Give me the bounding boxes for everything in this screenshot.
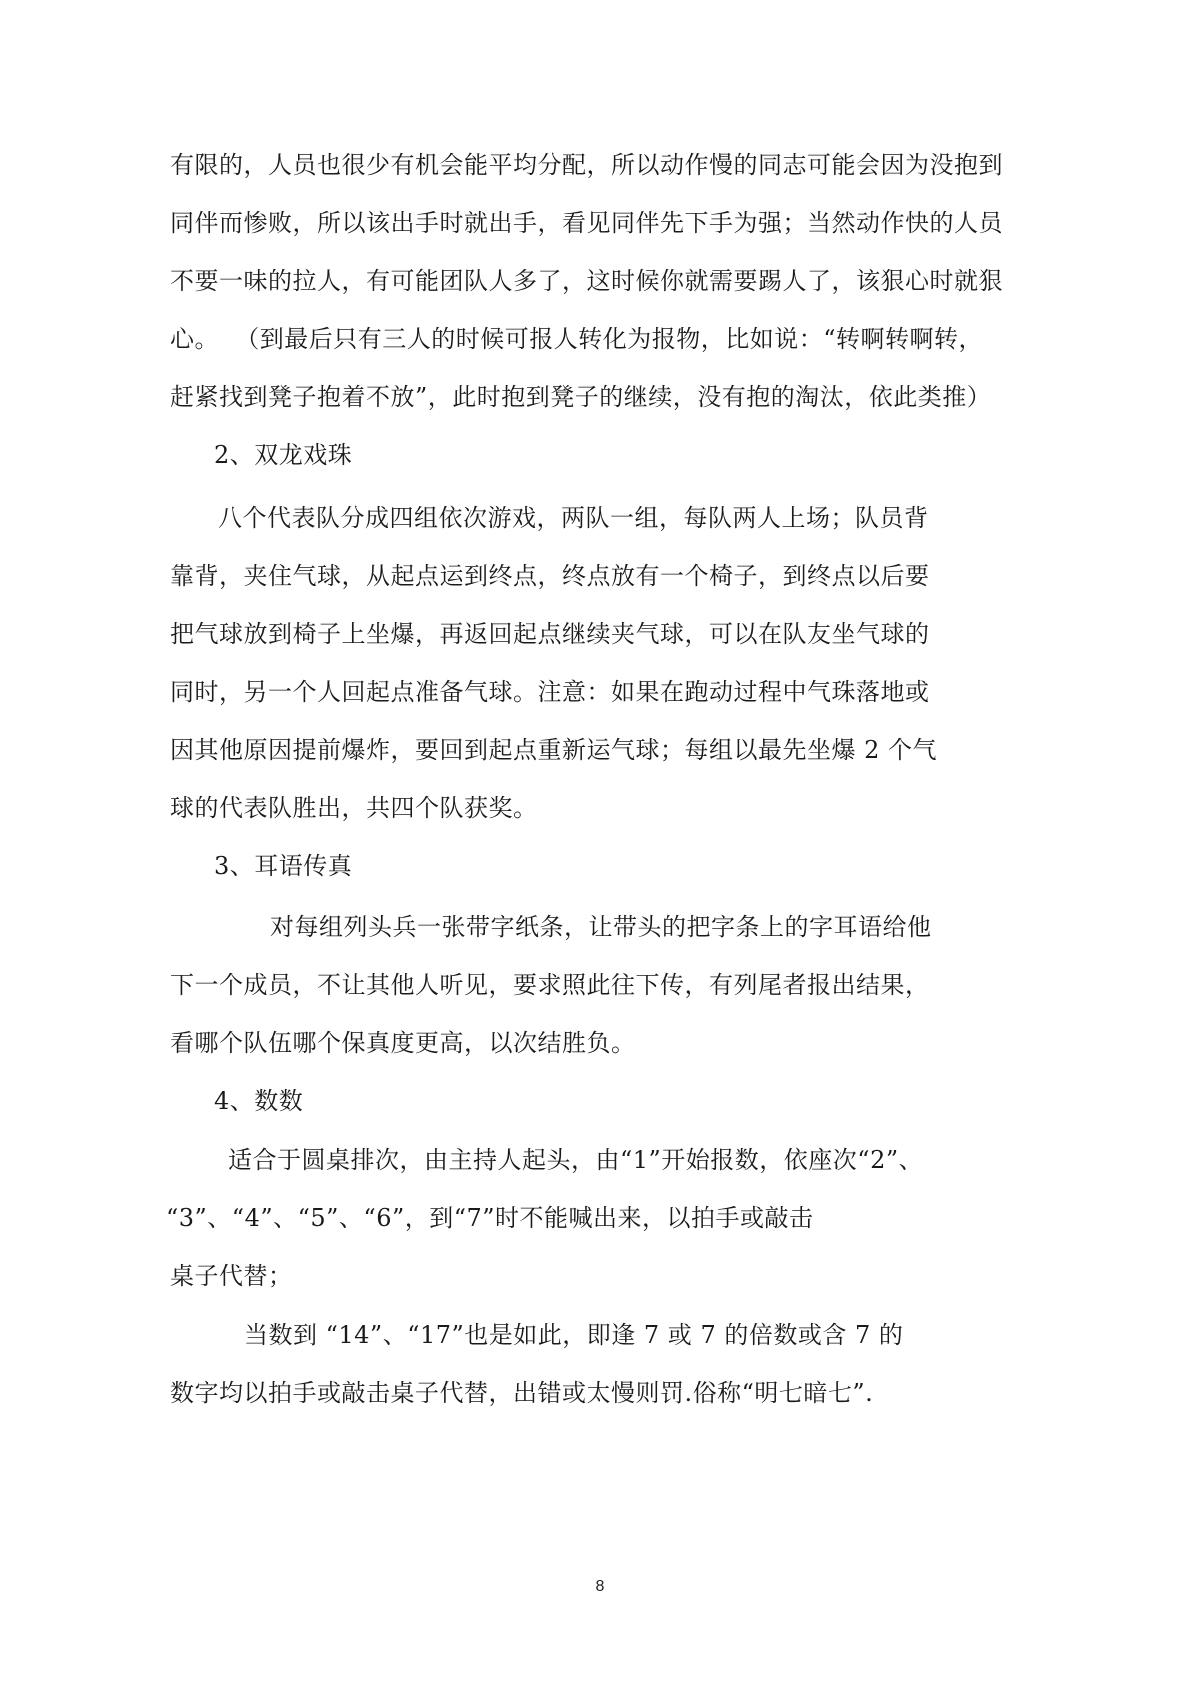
text-line: 数字均以拍手或敲击桌子代替，出错或太慢则罚.俗称“明七暗七”. bbox=[170, 1379, 874, 1407]
text-line: 同伴而惨败，所以该出手时就出手，看见同伴先下手为强；当然动作快的人员 bbox=[170, 209, 1003, 237]
text-line: 靠背，夹住气球，从起点运到终点，终点放有一个椅子，到终点以后要 bbox=[170, 562, 930, 590]
text-line: 看哪个队伍哪个保真度更高，以次结胜负。 bbox=[170, 1029, 636, 1057]
text-line: 球的代表队胜出，共四个队获奖。 bbox=[170, 794, 538, 822]
text-line: 有限的，人员也很少有机会能平均分配，所以动作慢的同志可能会因为没抱到 bbox=[170, 151, 1003, 179]
text-line: 下一个成员，不让其他人听见，要求照此往下传，有列尾者报出结果， bbox=[170, 971, 930, 999]
text-line: 因其他原因提前爆炸，要回到起点重新运气球；每组以最先坐爆 2 个气 bbox=[170, 736, 938, 764]
text-line: 当数到 “14”、“17”也是如此，即逢 7 或 7 的倍数或含 7 的 bbox=[244, 1321, 904, 1349]
text-line: 赶紧找到凳子抱着不放”，此时抱到凳子的继续，没有抱的淘汰，依此类推） bbox=[170, 383, 992, 411]
text-line: 对每组列头兵一张带字纸条，让带头的把字条上的字耳语给他 bbox=[270, 913, 932, 941]
section-heading: 3、耳语传真 bbox=[214, 852, 353, 880]
text-line: 桌子代替； bbox=[170, 1262, 293, 1290]
section-heading: 4、数数 bbox=[214, 1087, 304, 1115]
text-line: 同时，另一个人回起点准备气球。注意：如果在跑动过程中气珠落地或 bbox=[170, 678, 930, 706]
text-line: 适合于圆桌排次，由主持人起头，由“1”开始报数，依座次“2”、 bbox=[228, 1146, 924, 1174]
section-heading: 2、双龙戏珠 bbox=[214, 441, 353, 469]
text-line: 不要一味的拉人，有可能团队人多了，这时候你就需要踢人了，该狠心时就狠 bbox=[170, 267, 1003, 295]
text-line: 心。 （到最后只有三人的时候可报人转化为报物，比如说：“转啊转啊转， bbox=[170, 325, 984, 353]
page-number: 8 bbox=[595, 1578, 605, 1595]
text-line: 把气球放到椅子上坐爆，再返回起点继续夹气球，可以在队友坐气球的 bbox=[170, 620, 930, 648]
text-line: 八个代表队分成四组依次游戏，两队一组，每队两人上场；队员背 bbox=[218, 504, 929, 532]
text-line: “3”、“4”、“5”、“6”，到“7”时不能喊出来，以拍手或敲击 bbox=[166, 1204, 814, 1232]
